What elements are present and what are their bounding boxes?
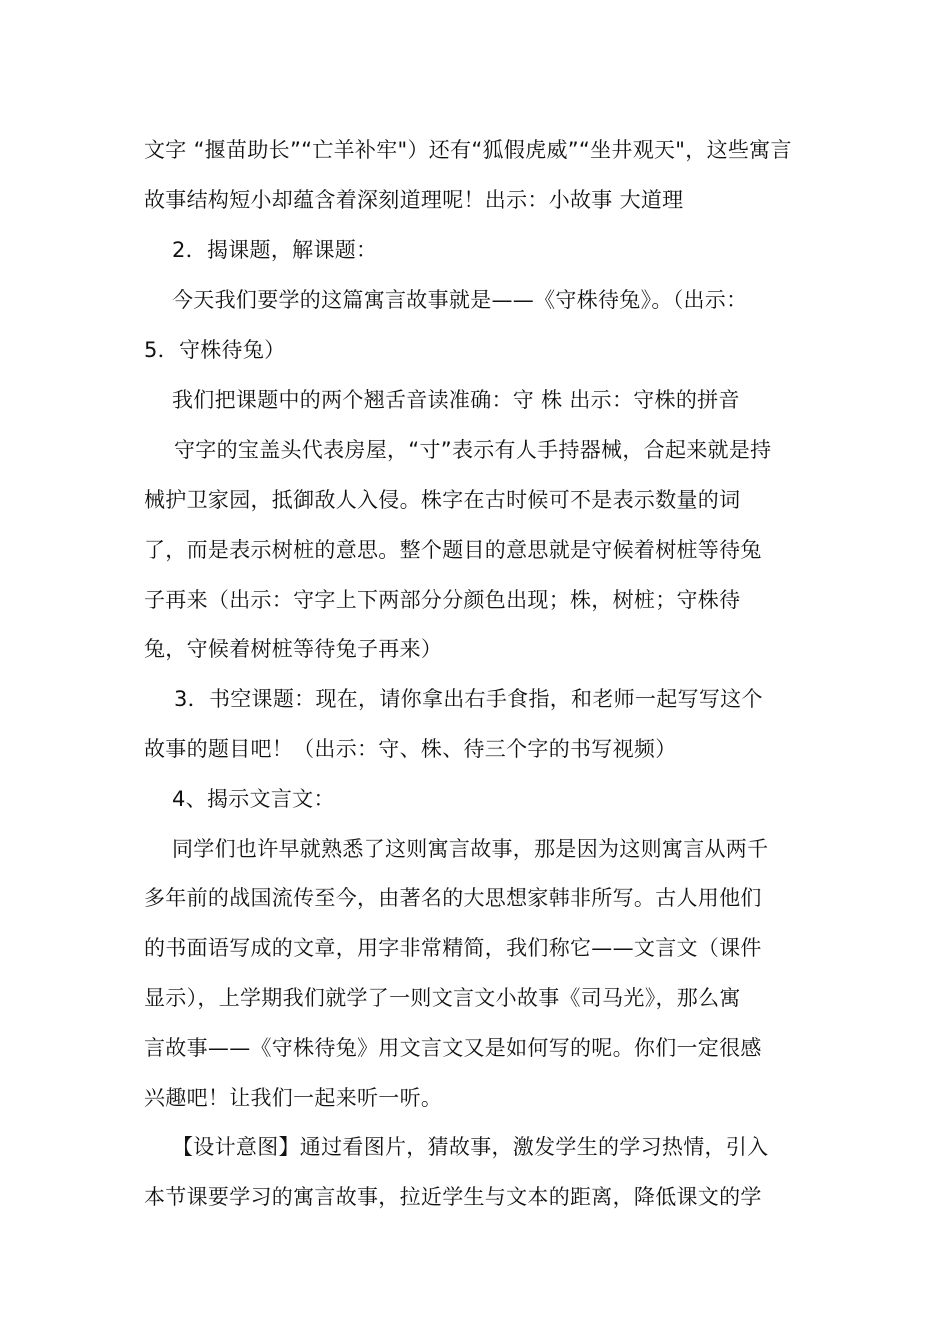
text-line: 故事的题目吧！（出示：守、株、待三个字的书写视频）: [144, 737, 677, 761]
text-line: 言故事——《守株待兔》用文言文又是如何写的呢。你们一定很感: [144, 1036, 762, 1060]
text-line: 我们把课题中的两个翘舌音读准确：守 株 出示：守株的拼音: [172, 388, 740, 412]
text-line: 文字 “揠苗助长”“亡羊补牢"）还有“狐假虎威”“坐井观天"，这些寓言: [144, 138, 792, 162]
design-intent-heading: 【设计意图】通过看图片，猜故事，激发学生的学习热情，引入: [172, 1135, 769, 1159]
text-line: 兔，守候着树桩等待兔子再来）: [144, 637, 443, 661]
section-heading: 4、揭示文言文：: [172, 787, 335, 811]
text-line: 显示），上学期我们就学了一则文言文小故事《司马光》，那么寓: [144, 986, 741, 1010]
text-line: 守字的宝盖头代表房屋，“寸”表示有人手持器械，合起来就是持: [174, 438, 772, 462]
text-line: 械护卫家园，抵御敌人入侵。株字在古时候可不是表示数量的词: [144, 488, 741, 512]
section-heading: 2．揭课题，解课题：: [172, 238, 378, 262]
text-line: 同学们也许早就熟悉了这则寓言故事，那是因为这则寓言从两千: [172, 837, 769, 861]
text-line: 兴趣吧！让我们一起来听一听。: [144, 1086, 443, 1110]
text-line: 5．守株待兔）: [144, 338, 286, 362]
text-line: 本节课要学习的寓言故事，拉近学生与文本的距离，降低课文的学: [144, 1185, 762, 1209]
text-line: 多年前的战国流传至今，由著名的大思想家韩非所写。古人用他们: [144, 886, 762, 910]
text-line: 了，而是表示树桩的意思。整个题目的意思就是守候着树桩等待兔: [144, 538, 762, 562]
text-line: 子再来（出示：守字上下两部分分颜色出现；株，树桩；守株待: [144, 588, 741, 612]
text-line: 的书面语写成的文章，用字非常精简，我们称它——文言文（课件: [144, 936, 762, 960]
text-line: 故事结构短小却蕴含着深刻道理呢！出示：小故事 大道理: [144, 188, 684, 212]
section-heading: 3．书空课题：现在，请你拿出右手食指，和老师一起写写这个: [174, 687, 763, 711]
text-line: 今天我们要学的这篇寓言故事就是——《守株待兔》。（出示：: [172, 288, 748, 312]
